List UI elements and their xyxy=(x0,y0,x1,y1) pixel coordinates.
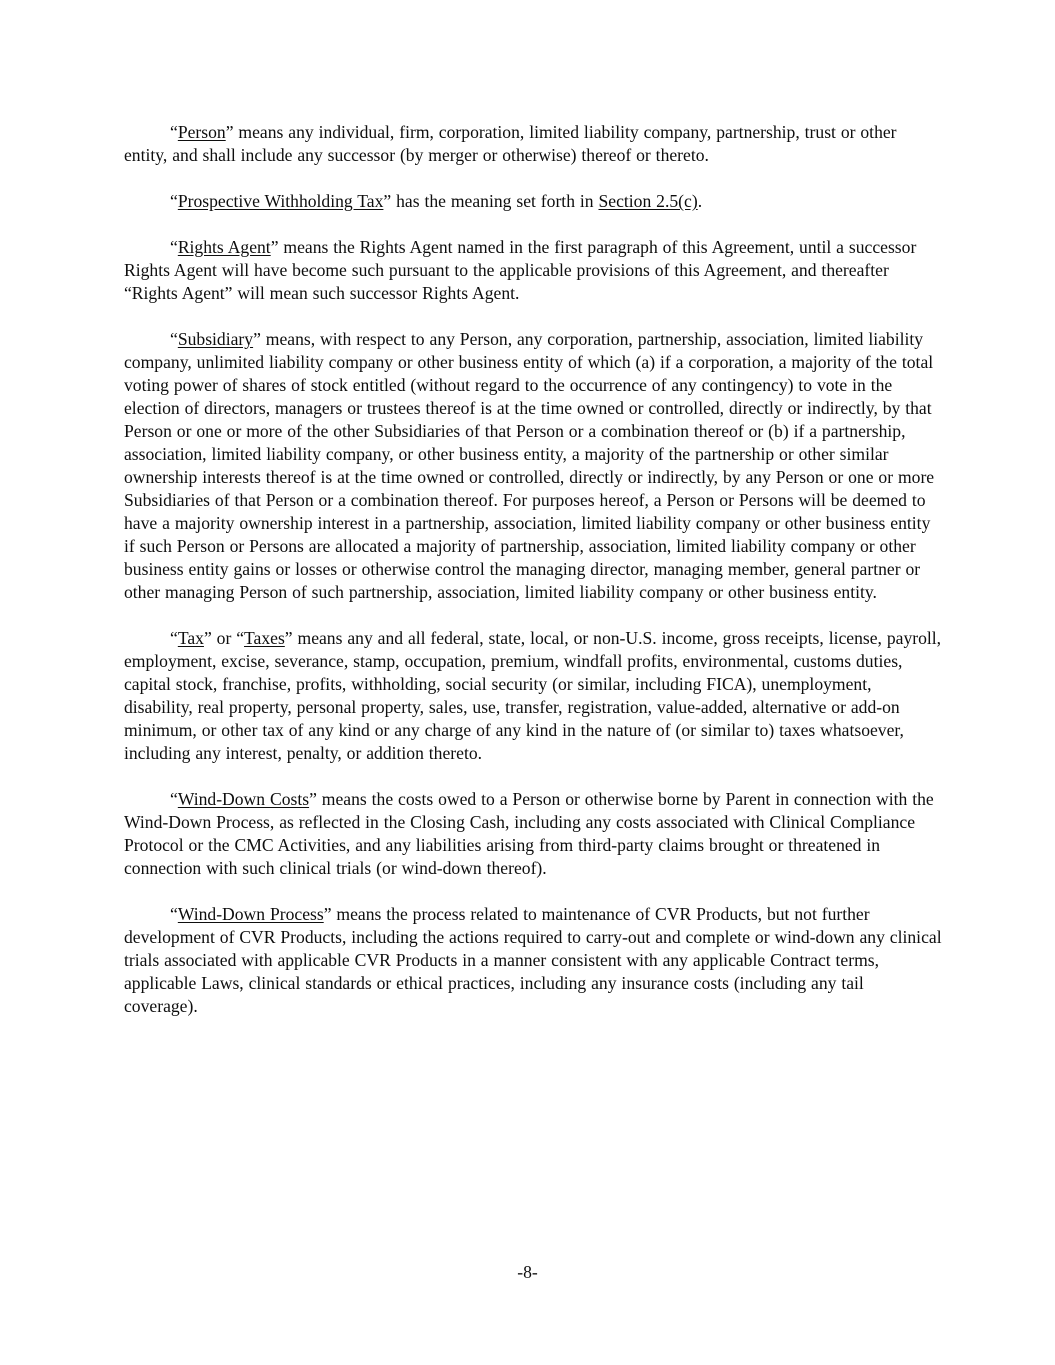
paragraph xyxy=(124,903,942,1018)
defined-term: Taxes xyxy=(244,628,285,648)
defined-term: Tax xyxy=(177,628,204,648)
defined-term: Wind-Down Process xyxy=(177,904,324,924)
paragraph xyxy=(124,121,942,167)
paragraph xyxy=(124,627,942,765)
paragraph xyxy=(124,190,942,213)
defined-term: Rights Agent xyxy=(177,237,271,257)
paragraph-text: “ xyxy=(170,628,178,648)
defined-term: Wind-Down Costs xyxy=(177,789,310,809)
paragraph-text: ” means any individual, firm, corporation, limited liability company, partnership, trust or other entity, and shall include any successor (by merger or otherwise) thereof or thereto. xyxy=(124,122,897,165)
defined-term: Section 2.5(c) xyxy=(598,191,698,211)
paragraph-text: ” or “ xyxy=(203,628,245,648)
paragraph-text: ” means the process related to maintenance of CVR Products, but not further development of CVR Products, including the actions required to carry-out and complete or wind-down any clinical trials associated with applicable CVR Products in a manner consistent with any applicable Contract terms, applicable Laws, clinical standards or ethical practices, including any insurance costs (including any tail coverage). xyxy=(124,904,942,1016)
defined-term: Subsidiary xyxy=(177,329,254,349)
paragraph xyxy=(124,328,942,604)
paragraph-text: ” has the meaning set forth in xyxy=(383,191,599,211)
paragraph-text: ” means any and all federal, state, local, or non-U.S. income, gross receipts, license, payroll, employment, excise, severance, stamp, occupation, premium, windfall profits, environmental, customs duties, capital stock, franchise, profits, withholding, social security (or similar, including FICA), unemployment, disability, real property, personal property, sales, use, transfer, registration, value-added, alternative or add-on minimum, or other tax of any kind or any charge of any kind in the nature of (or similar to) taxes whatsoever, including any interest, penalty, or addition thereto. xyxy=(124,628,942,763)
paragraph-text: “ xyxy=(170,789,178,809)
page-number: -8- xyxy=(517,1262,538,1282)
paragraph-text: “ xyxy=(170,904,178,924)
paragraph-text: “ xyxy=(170,122,178,142)
paragraph xyxy=(124,236,942,305)
paragraph-text: . xyxy=(697,191,703,211)
document-body xyxy=(124,121,942,1041)
paragraph-text: ” means, with respect to any Person, any corporation, partnership, association, limited liability company, unlimited liability company or other business entity of which (a) if a corporation, a majority of the total voting power of shares of stock entitled (without regard to the occurrence of any contingency) to vote in the election of directors, managers or trustees thereof is at the time owned or controlled, directly or indirectly, by that Person or one or more of the other Subsidiaries of that Person or a combination thereof or (b) if a partnership, association, limited liability company, or other business entity, a majority of the partnership or other similar ownership interests thereof is at the time owned or controlled, directly or indirectly, by any Person or one or more Subsidiaries of that Person or a combination thereof. For purposes hereof, a Person or Persons will be deemed to have a majority ownership interest in a partnership, association, limited liability company or other business entity if such Person or Persons are allocated a majority of partnership, association, limited liability company or other business entity gains or losses or otherwise control the managing director, managing member, general partner or other managing Person of such partnership, association, limited liability company or other business entity. xyxy=(124,329,935,602)
paragraph-text: “ xyxy=(170,237,178,257)
paragraph-text: “ xyxy=(170,329,178,349)
paragraph-text: ” means the costs owed to a Person or otherwise borne by Parent in connection with the Wind-Down Process, as reflected in the Closing Cash, including any costs associated with Clinical Compliance Protocol or the CMC Activities, and any liabilities arising from third-party claims brought or threatened in connection with such clinical trials (or wind-down thereof). xyxy=(124,789,934,878)
paragraph-text: ” means the Rights Agent named in the first paragraph of this Agreement, until a successor Rights Agent will have become such pursuant to the applicable provisions of this Agreement, and thereafter “Rights Agent” will mean such successor Rights Agent. xyxy=(124,237,917,303)
defined-term: Prospective Withholding Tax xyxy=(177,191,384,211)
defined-term: Person xyxy=(177,122,226,142)
paragraph xyxy=(124,788,942,880)
paragraph-text: “ xyxy=(170,191,178,211)
